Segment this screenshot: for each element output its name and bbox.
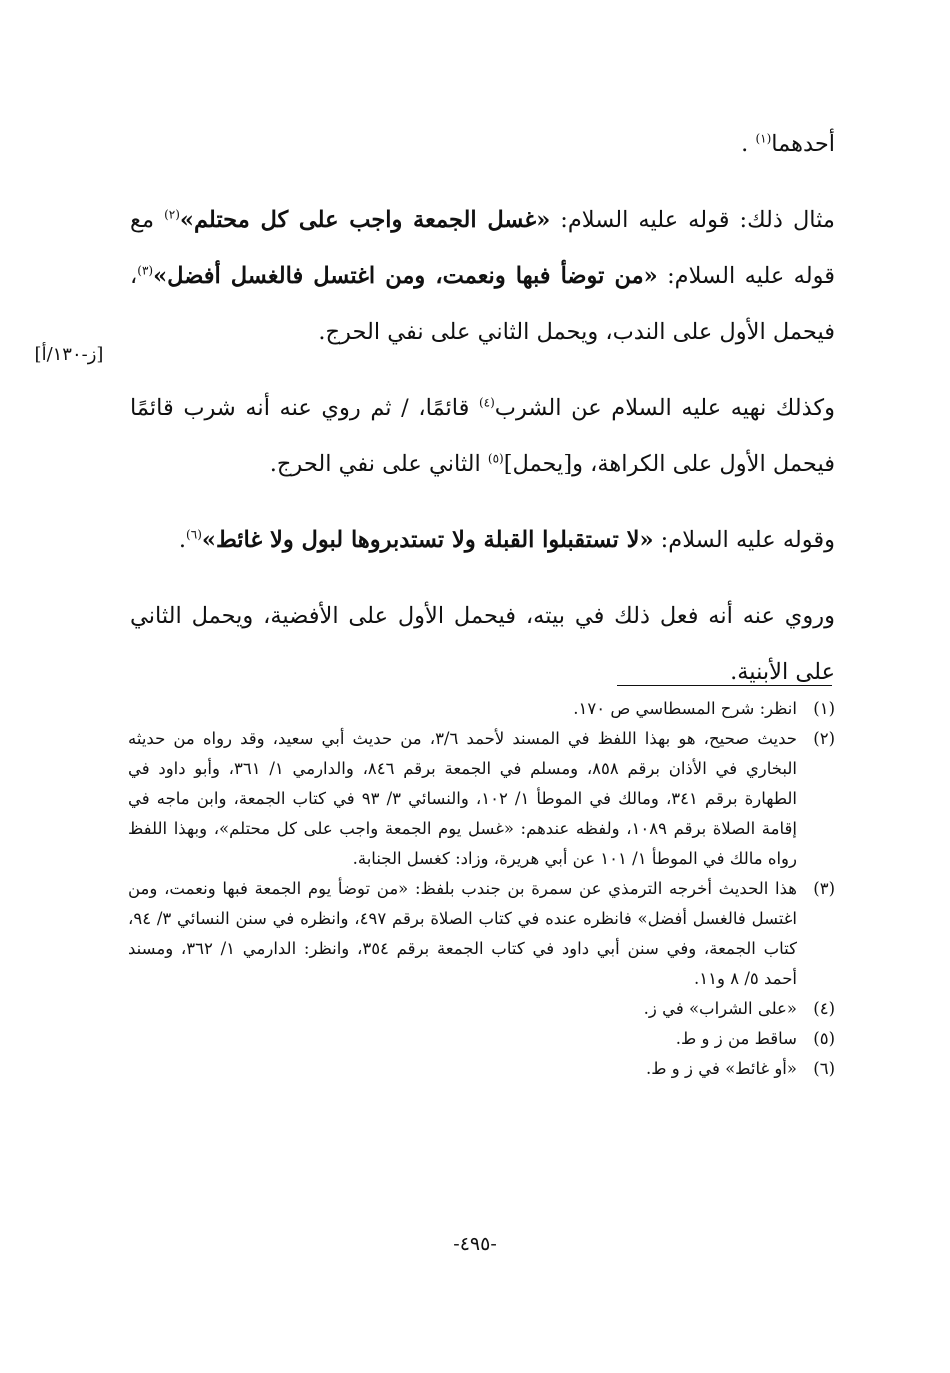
p4-text: .: [178, 527, 187, 553]
p3-text: الثاني على نفي الحرج.: [269, 451, 488, 477]
p2-text: ، فيحمل الأول على الندب، ويحمل الثاني على نفي الحرج.: [130, 263, 835, 345]
footnote-ref: (٦): [186, 527, 202, 542]
footnote-text: «أو غائط» في ز و ط.: [646, 1059, 797, 1078]
footnote-item: [128, 694, 835, 724]
intro-end: .: [741, 131, 749, 157]
footnote-number: (٣): [813, 879, 835, 898]
footnote-text: ساقط من ز و ط.: [675, 1029, 797, 1048]
margin-manuscript-ref: [ز-١٣٠/أ]: [34, 344, 104, 365]
footnote-text: «على الشراب» في ز.: [643, 999, 797, 1018]
paragraph-house: وروي عنه أنه فعل ذلك في بيته، فيحمل الأول على الأفضية، ويحمل الثاني على الأبنية.: [130, 603, 835, 685]
footnote-text: حديث صحيح، هو بهذا اللفظ في المسند لأحمد ٣/٦، من حديث أبي سعيد، وقد رواه من حديثه البخاري في الأذان برقم ٨٥٨، ومسلم في الجمعة برقم ٨٤٦، والدارمي ١/ ٣٦١، وأبو داود في الطهارة برقم ٣٤١، ومالك في الموطأ ١/ ١٠٢، والنسائي ٣/ ٩٣ في كتاب الجمعة، وابن ماجه في إقامة الصلاة برقم ١٠٨٩، ولفظه عندهم: «غسل يوم الجمعة واجب على كل محتلم»، وبهذا اللفظ رواه مالك في الموطأ ١/ ١٠١ عن أبي هريرة، وزاد: كغسل الجنابة.: [128, 729, 798, 868]
footnote-item: [128, 1024, 835, 1054]
footnote-number: (١): [813, 699, 835, 718]
footnote-divider: [617, 685, 832, 686]
hadith-quote: «غسل الجمعة واجب على كل محتلم»: [179, 207, 551, 233]
footnote-number: (٤): [813, 999, 835, 1018]
page-number: -٤٩٥-: [453, 1233, 497, 1255]
intro-text: أحدهما: [771, 131, 835, 157]
footnote-ref: (٤): [478, 395, 495, 410]
footnote-item: [128, 874, 835, 994]
footnote-item: [128, 994, 835, 1024]
footnote-ref: (٣): [137, 263, 154, 278]
p3-text: وكذلك نهيه عليه السلام عن الشرب: [494, 395, 835, 421]
p3-text: قائمًا، / ثم روي عنه أنه شرب قائمًا فيحمل الأول على الكراهة، و[يحمل]: [130, 395, 835, 477]
paragraph-example: [130, 192, 835, 360]
p4-text: وقوله عليه السلام:: [653, 527, 835, 553]
footnote-ref: (١): [755, 131, 772, 146]
footnote-text: هذا الحديث أخرجه الترمذي عن سمرة بن جندب بلفظ: «من توضأ يوم الجمعة فبها ونعمت، ومن اغتسل فالغسل أفضل» فانظره عنده في كتاب الصلاة برقم ٤٩٧، وانظره في سنن النسائي ٣/ ٩٤، كتاب الجمعة، وفي سنن أبي داود في كتاب الجمعة برقم ٣٥٤، وانظر: الدارمي ١/ ٣٦٢، ومسند أحمد ٥/ ٨ و١١.: [128, 879, 798, 988]
main-text: [130, 116, 835, 700]
p2-text: مع قوله عليه السلام:: [130, 207, 835, 289]
footnote-number: (٢): [813, 729, 835, 748]
footnote-item: [128, 724, 835, 874]
footnote-number: (٦): [813, 1059, 835, 1078]
footnote-item: [128, 1054, 835, 1084]
footnote-ref: (٥): [487, 451, 504, 466]
paragraph-qibla: [130, 512, 835, 568]
hadith-quote: «لا تستقبلوا القبلة ولا تستدبروها لبول ولا غائط»: [201, 527, 654, 553]
footnote-ref: (٢): [164, 207, 180, 222]
p2-text: مثال ذلك: قوله عليه السلام:: [550, 207, 835, 233]
footnote-number: (٥): [813, 1029, 835, 1048]
footnotes: [128, 694, 835, 1084]
footnote-text: انظر: شرح المسطاسي ص ١٧٠.: [573, 699, 797, 718]
paragraph-intro: [130, 116, 835, 172]
paragraph-drinking: [130, 380, 835, 492]
hadith-quote: «من توضأ فبها ونعمت، ومن اغتسل فالغسل أفضل»: [153, 263, 658, 289]
